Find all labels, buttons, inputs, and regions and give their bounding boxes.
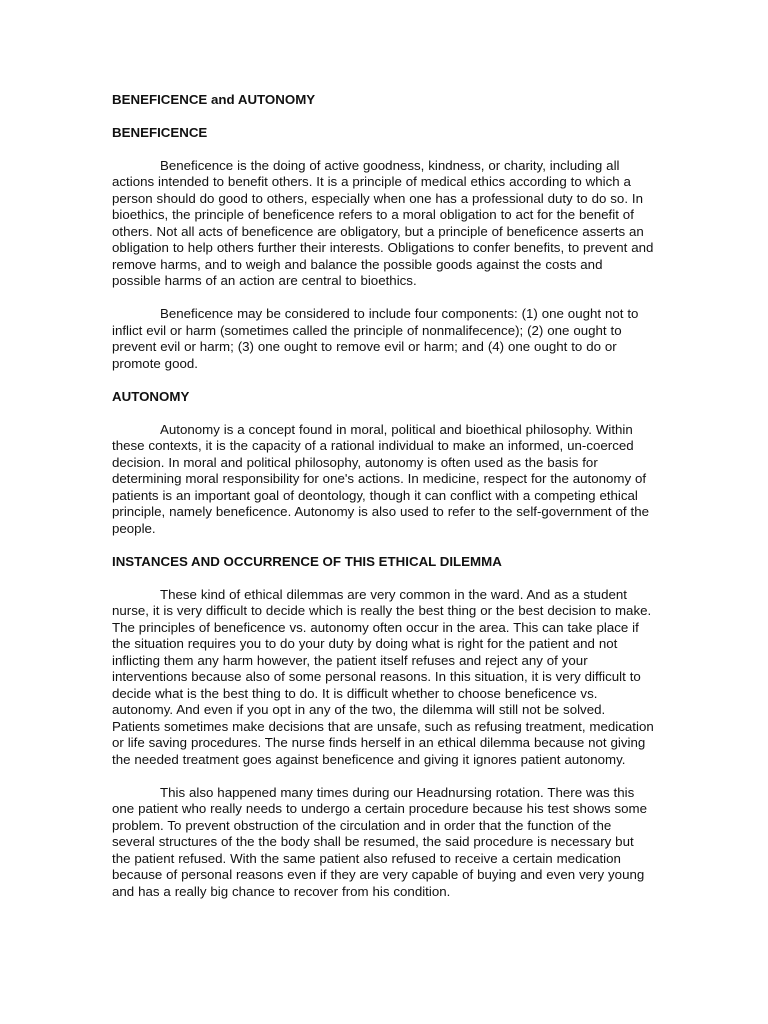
document-title: BENEFICENCE and AUTONOMY — [112, 92, 316, 107]
paragraph-autonomy-definition: Autonomy is a concept found in moral, political and bioethical philosophy. Within these contexts, it is the capacity of a rational individual to make an informed, un-coerced decision. In moral and political philosophy, autonomy is often used as the basis for determining moral responsibility for one's actions. In medicine, respect for the autonomy of patients is an important goal of deontology, though it can conflict with a competing ethical principle, namely beneficence. Autonomy is also used to refer to the self-government of the people. — [112, 421, 649, 536]
section-heading-autonomy: AUTONOMY — [112, 388, 190, 404]
section-heading-instances: INSTANCES AND OCCURRENCE OF THIS ETHICAL DILEMMA — [112, 553, 502, 569]
paragraph-beneficence-components: Beneficence may be considered to include four components: (1) one ought not to inflict evil or harm (sometimes called the principle of nonmalifecence); (2) one ought to prevent evil or harm; (3) one ought to remove evil or harm; and (4) one ought to do or promote good. — [112, 306, 639, 371]
section-autonomy — [112, 389, 654, 538]
section-beneficence — [112, 125, 654, 373]
paragraph-beneficence-definition: Beneficence is the doing of active goodness, kindness, or charity, including all actions intended to benefit others. It is a principle of medical ethics according to which a person should do good to others, especially when one has a professional duty to do so. In bioethics, the principle of beneficence refers to a moral obligation to act for the benefit of others. Not all acts of beneficence are obligatory, but a principle of beneficence asserts an obligation to help others further their interests. Obligations to confer benefits, to prevent and remove harms, and to weigh and balance the possible goods against the costs and possible harms of an action are central to bioethics. — [112, 157, 654, 288]
paragraph-instances-headnursing: This also happened many times during our Headnursing rotation. There was this one patient who really needs to undergo a certain procedure because his test shows some problem. To prevent obstruction of the circulation and in order that the function of the several structures of the the body shall be resumed, the said procedure is necessary but the patient refused. With the same patient also refused to receive a certain medication because of personal reasons even if they are very capable of buying and even very young and has a really big chance to recover from his condition. — [112, 784, 648, 899]
paragraph-instances-dilemma: These kind of ethical dilemmas are very common in the ward. And as a student nurse, it is very difficult to decide which is really the best thing or the best decision to make. The principles of beneficence vs. autonomy often occur in the area. This can take place if the situation requires you to do your duty by doing what is right for the patient and not inflicting them any harm however, the patient itself refuses and reject any of your interventions because also of some personal reasons. In this situation, it is very difficult to decide what is the best thing to do. It is difficult whether to choose beneficence vs. autonomy. And even if you opt in any of the two, the dilemma will still not be solved. Patients sometimes make decisions that are unsafe, such as refusing treatment, medication or life saving procedures. The nurse finds herself in an ethical dilemma because not giving the needed treatment goes against beneficence and giving it ignores patient autonomy. — [112, 586, 654, 767]
document-body — [112, 92, 654, 917]
section-heading-beneficence: BENEFICENCE — [112, 124, 208, 140]
section-instances — [112, 554, 654, 901]
